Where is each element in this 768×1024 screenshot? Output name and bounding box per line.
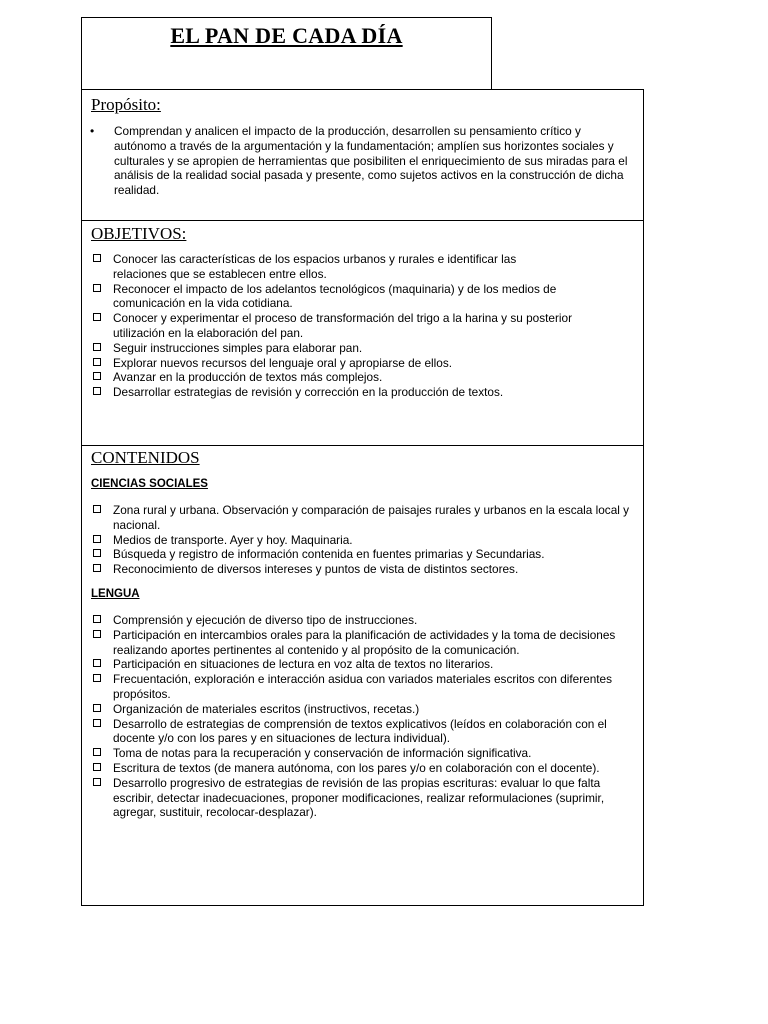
item-text: Desarrollar estrategias de revisión y corrección en la producción de textos. [113,385,504,400]
list-item [82,124,643,198]
item-text: Conocer y experimentar el proceso de transformación del trigo a la harina y su posterior utilización en la elaboración del pan. [113,311,572,340]
lengua-heading: LENGUA [91,588,140,600]
item-text: Frecuentación, exploración e interacción asidua con variados materiales escritos con diferentes propósitos. [113,672,613,701]
item-text: Búsqueda y registro de información contenida en fuentes primarias y Secundarias. [113,547,545,562]
checkbox-square-icon [93,704,101,712]
checkbox-square-icon [93,343,101,351]
contenidos-heading: CONTENIDOS [91,448,200,467]
proposito-list [82,124,643,198]
list-item [82,252,643,282]
item-text: Explorar nuevos recursos del lenguaje oral y apropiarse de ellos. [113,355,453,370]
list-item [82,776,643,820]
item-text: Desarrollo de estrategias de comprensión de textos explicativos (leídos en colaboración con el docente y/o con los pares y en situaciones de lectura individual). [113,716,607,746]
ciencias-sociales-list [82,503,643,577]
item-text: Avanzar en la producción de textos más complejos. [113,370,383,385]
list-item [82,672,643,702]
list-item [82,717,643,747]
item-text: Participación en intercambios orales para la planificación de actividades y la toma de decisiones realizando aportes pertinentes al contenido y al propósito de la comunicación. [113,627,616,657]
item-text: Escritura de textos (de manera autónoma, con los pares y/o en colaboración con el docente). [113,760,600,775]
item-text: Reconocimiento de diversos intereses y puntos de vista de distintos sectores. [113,562,519,577]
section-objetivos [82,221,643,446]
checkbox-square-icon [93,763,101,771]
section-contenidos [82,446,643,905]
list-item [82,613,643,628]
list-item [82,385,643,400]
list-item [82,311,643,341]
checkbox-square-icon [93,535,101,543]
checkbox-square-icon [93,659,101,667]
checkbox-square-icon [93,284,101,292]
checkbox-square-icon [93,778,101,786]
checkbox-square-icon [93,564,101,572]
list-item [82,356,643,371]
item-text: Medios de transporte. Ayer y hoy. Maquinaria. [113,532,353,547]
item-text: Zona rural y urbana. Observación y comparación de paisajes rurales y urbanos en la escala local y nacional. [113,503,630,532]
item-text: Seguir instrucciones simples para elaborar pan. [113,340,363,355]
list-item [82,702,643,717]
item-text: Participación en situaciones de lectura en voz alta de textos no literarios. [113,657,494,672]
ciencias-sociales-heading: CIENCIAS SOCIALES [91,478,208,490]
section-proposito [82,90,643,221]
list-item [82,761,643,776]
content-table [81,89,644,906]
item-text: Toma de notas para la recuperación y conservación de información significativa. [113,746,532,761]
checkbox-square-icon [93,630,101,638]
list-item [82,282,643,312]
checkbox-square-icon [93,313,101,321]
checkbox-square-icon [93,615,101,623]
item-text: Conocer las características de los espacios urbanos y rurales e identificar las relaciones que se establecen entre ellos. [113,252,517,281]
checkbox-square-icon [93,358,101,366]
objetivos-list [82,252,643,400]
list-item [82,746,643,761]
title-box [81,17,492,89]
item-text: Comprendan y analicen el impacto de la producción, desarrollen su pensamiento crítico y autónomo a través de la argumentación y la fundamentación; amplíen sus horizontes sociales y culturales y se apropien de herramientas que posibiliten el enriquecimiento de sus miradas para el análisis de la realidad social pasada y presente, como sujetos activos en la construcción de dicha realidad. [114,124,628,198]
checkbox-square-icon [93,505,101,513]
list-item [82,547,643,562]
lengua-list [82,613,643,820]
item-text: Organización de materiales escritos (instructivos, recetas.) [113,701,420,716]
list-item [82,562,643,577]
checkbox-square-icon [93,254,101,262]
list-item [82,533,643,548]
list-item [82,628,643,658]
checkbox-square-icon [93,387,101,395]
list-item [82,370,643,385]
bullet-icon: • [90,124,95,138]
proposito-heading: Propósito: [91,95,161,114]
list-item [82,503,643,533]
list-item [82,341,643,356]
item-text: Desarrollo progresivo de estrategias de revisión de las propias escrituras: evaluar lo que falta escribir, detectar inadecuaciones, proponer modificaciones, realizar reformulaciones (suprimir, agregar, sustituir, recolocar-desplazar). [113,775,605,820]
document-title: EL PAN DE CADA DÍA [170,23,403,48]
checkbox-square-icon [93,372,101,380]
objetivos-heading: OBJETIVOS: [91,224,187,243]
checkbox-square-icon [93,719,101,727]
checkbox-square-icon [93,674,101,682]
list-item [82,657,643,672]
item-text: Comprensión y ejecución de diverso tipo de instrucciones. [113,613,418,627]
checkbox-square-icon [93,748,101,756]
item-text: Reconocer el impacto de los adelantos tecnológicos (maquinaria) y de los medios de comunicación en la vida cotidiana. [113,281,557,311]
checkbox-square-icon [93,549,101,557]
